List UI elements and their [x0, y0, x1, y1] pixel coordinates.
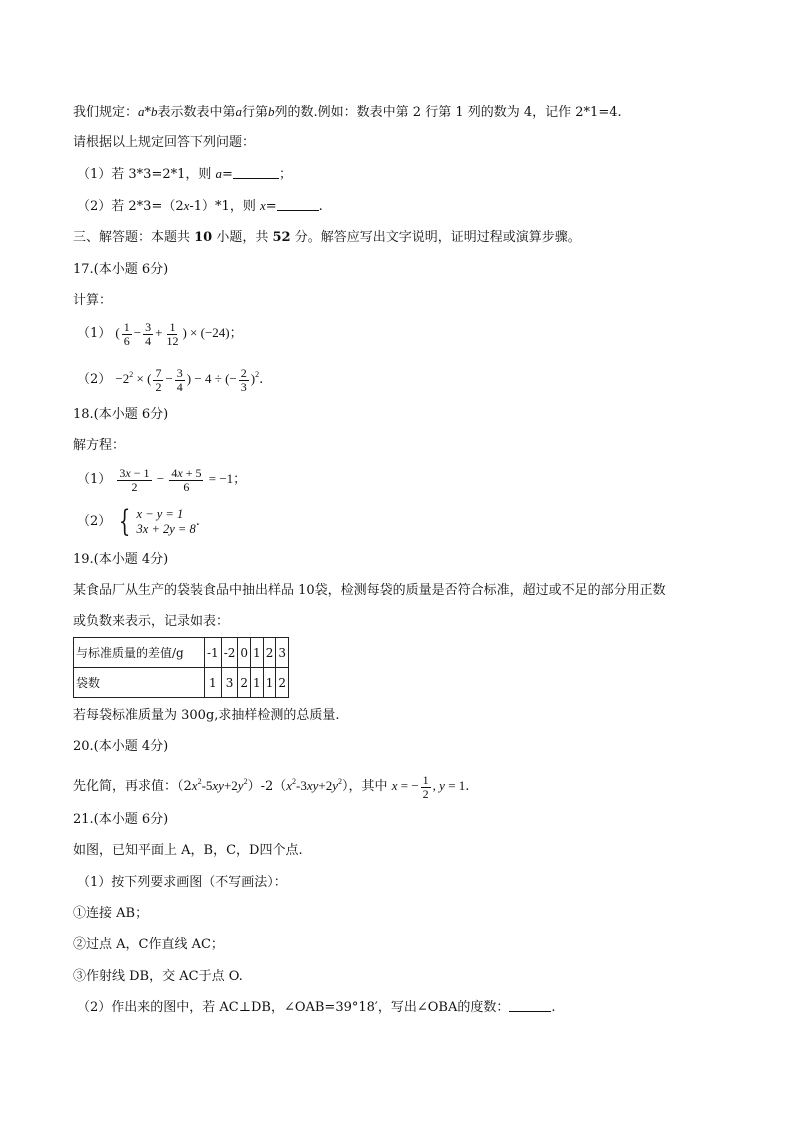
problem-18-prompt: 解方程： [73, 438, 126, 453]
problem-21-sub-2 [77, 999, 556, 1017]
equation-2: 3x + 2y = 8 [136, 521, 196, 536]
text: = [222, 167, 233, 182]
var-a: a [235, 104, 243, 119]
item-label: （1） [77, 326, 112, 341]
intro-line-1 [73, 103, 622, 122]
problem-19-question: 若每袋标准质量为 300g,求抽样检测的总质量. [73, 708, 340, 723]
problem-19-text-2: 或负数来表示，记录如表： [73, 614, 230, 629]
text: . [465, 779, 470, 794]
table-cell: 2 [263, 638, 276, 668]
table-cell: 1 [205, 668, 222, 698]
table-row [74, 668, 289, 698]
text: ），其中 [342, 779, 388, 794]
table-cell: 2 [276, 668, 289, 698]
section-heading [73, 229, 581, 247]
count: 10 [194, 230, 213, 245]
text: （2）若 2*3=（2 [77, 199, 184, 214]
question-1 [77, 165, 292, 184]
problem-17-item-2 [77, 358, 263, 397]
text: ； [233, 472, 247, 487]
var-a: a [215, 166, 223, 181]
text: （1）若 3*3=2*1，则 [77, 167, 212, 182]
problem-18-item-2 [77, 505, 200, 539]
table-cell: 3 [221, 668, 238, 698]
var-b: b [151, 104, 158, 119]
var-a: a [138, 104, 145, 119]
math-expression: $x^2-3xy+2y^2$ [286, 777, 343, 793]
problem-20-title: 20.(本小题 4分) [73, 739, 169, 754]
problem-21-title: 21.(本小题 6分) [73, 812, 169, 827]
var-b: b [268, 104, 275, 119]
answer-blank[interactable] [233, 166, 279, 179]
item-label: （2） [77, 372, 112, 387]
intro-line-2: 请根据以上规定回答下列问题： [73, 135, 256, 150]
table-cell: 1 [263, 668, 276, 698]
equation-1: x − y = 1 [136, 506, 184, 521]
text: . [259, 372, 264, 387]
text: . [551, 1000, 556, 1015]
problem-19-text-1: 某食品厂从生产的袋装食品中抽出样品 10袋，检测每袋的质量是否符合标准，超过或不足的部分用正数 [73, 583, 666, 598]
text: 行第 [242, 105, 269, 120]
table-cell: 1 [251, 638, 264, 668]
text: * [144, 105, 152, 120]
text: （2）作出来的图中，若 AC⊥DB，∠OAB=39°18′，写出∠OBA的度数： [77, 1000, 510, 1015]
math-expression: $-2^2$ × ( $\frac{7}{2}$ − $\frac{3}{4}$ ) − 4 ÷ (− $\frac{2}{3}$ )$^2$ [115, 365, 260, 394]
text: ）-2（ [247, 779, 287, 794]
item-label: （1） [77, 472, 112, 487]
table-row [74, 638, 289, 668]
problem-17-title: 17.(本小题 6分) [73, 262, 169, 277]
text: 小题，共 [212, 230, 273, 245]
table-cell: 2 [238, 668, 251, 698]
math-expression: $\frac{3x - 1}{2}$ − $\frac{4x + 5}{6}$ = −1 [119, 465, 234, 494]
score: 52 [272, 230, 291, 245]
math-expression: ( $\frac{1}{6}$ − $\frac{3}{4}$ + $\frac{1}{12}$ ) × (−24) [115, 319, 230, 348]
table-cell: 0 [238, 638, 251, 668]
problem-17-prompt: 计算： [73, 293, 113, 308]
table-header-cell: 袋数 [74, 668, 205, 698]
problem-21-step-1: ①连接 AB； [73, 906, 149, 921]
table-cell: -2 [221, 638, 238, 668]
text: 列的数.例如：数表中第 2 行第 1 列的数为 4，记作 2*1=4. [274, 105, 622, 120]
math-expression: $x^2-5xy+2y^2$ [191, 777, 248, 793]
table-cell: -1 [205, 638, 222, 668]
problem-21-text: 如图，已知平面上 A，B，C，D四个点. [73, 843, 303, 858]
problem-21-sub-1: （1）按下列要求画图（不写画法）： [77, 875, 287, 890]
problem-17-item-1 [77, 318, 243, 349]
text: 我们规定： [73, 105, 139, 120]
var-x: x [259, 198, 266, 213]
text: 表示数表中第 [157, 105, 236, 120]
text: 分。解答应写出文字说明，证明过程或演算步骤。 [290, 230, 581, 245]
problem-20-text [73, 766, 469, 803]
text: . [318, 199, 323, 214]
problem-21-step-3: ③作射线 DB，交 AC于点 O. [73, 969, 243, 984]
text: -1）*1，则 [189, 199, 256, 214]
answer-blank[interactable] [509, 999, 551, 1012]
text: 三、解答题：本题共 [73, 230, 195, 245]
brace-symbol: { [119, 503, 131, 539]
text: ； [278, 167, 292, 182]
table-header-cell: 与标准质量的差值/g [74, 638, 205, 668]
var-x: x [183, 198, 190, 213]
record-table [73, 637, 289, 698]
text: 先化简，再求值：（2 [73, 779, 192, 794]
text: ； [229, 326, 243, 341]
problem-21-step-2: ②过点 A，C作直线 AC； [73, 937, 224, 952]
item-label: （2） [77, 514, 112, 529]
problem-19-title: 19.(本小题 4分) [73, 552, 169, 567]
math-expression: x = − $\frac{1}{2}$ , y = 1 [391, 772, 466, 801]
question-2 [77, 197, 323, 216]
equation-system [137, 507, 196, 537]
table-cell: 3 [276, 638, 289, 668]
problem-18-item-1 [77, 463, 246, 496]
table-cell: 1 [251, 668, 264, 698]
problem-18-title: 18.(本小题 6分) [73, 407, 169, 422]
text: = [265, 199, 277, 214]
text: . [195, 514, 200, 529]
answer-blank[interactable] [277, 198, 319, 211]
